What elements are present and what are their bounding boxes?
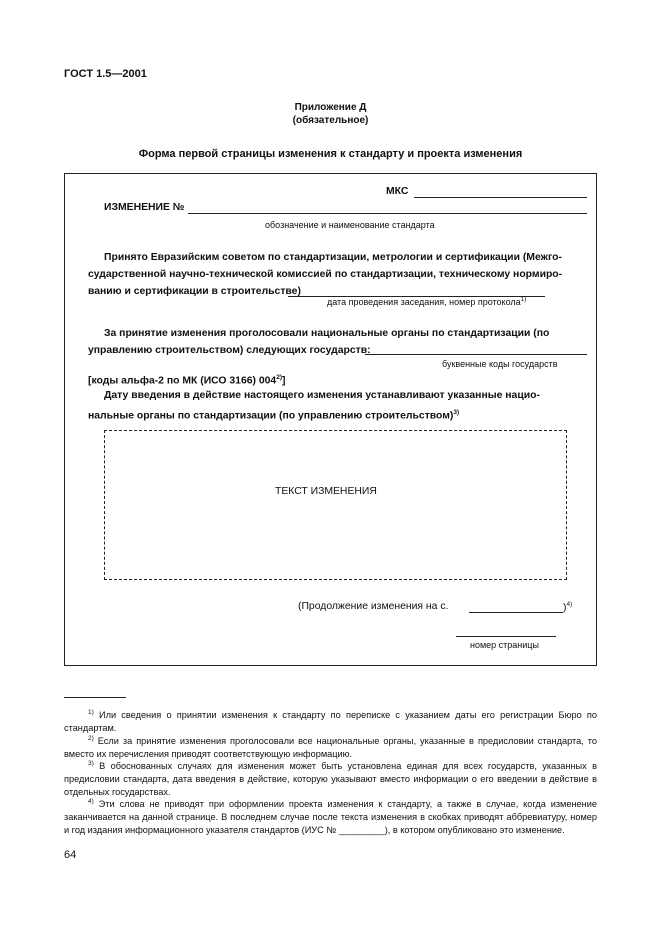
voted-line-2: управлению строительством) следующих государств: <box>88 345 371 356</box>
mks-field <box>414 197 587 198</box>
intro-line-2: нальные органы по стандартизации (по управлению строительством) <box>88 410 454 422</box>
footnote-2: $^{2)}$ Если за принятие изменения проголосовали все национальные органы, указанные в предисловии стандарта, то вместо их перечисления приводят соответствующую информацию. <box>64 735 597 760</box>
footnote-separator <box>64 697 126 698</box>
mks-label: МКС <box>386 186 409 197</box>
adopted-caption: дата проведения заседания, номер протокола$^{1)}$ <box>327 296 527 307</box>
continuation-label: (Продолжение изменения на с. <box>298 601 449 612</box>
adopted-paragraph <box>88 249 588 300</box>
change-field <box>188 213 587 214</box>
voted-caption: буквенные коды государств <box>442 359 558 369</box>
footnote-3: $^{3)}$ В обоснованных случаях для изменения может быть установлена единая для всех государств, указанных в предисловии стандарта, дата введения в действие, которую указывают вместо информации о его введении в действие в отдельных государствах. <box>64 760 597 798</box>
form-title: Форма первой страницы изменения к стандарту и проекта изменения <box>138 148 523 160</box>
footnote-4: $^{4)}$ Эти слова не приводят при оформлении проекта изменения к стандарту, а также в случае, когда изменение заканчивается на данной странице. В последнем случае после текста изменения в скобках приводят аббревиатуру, номер и год издания информационного указателя стандартов (ИУС № _________), в котором опубликовано это изменение. <box>64 798 597 836</box>
voted-field <box>365 354 587 355</box>
footnote-1: $^{1)}$ Или сведения о принятии изменения к стандарту по переписке с указанием даты его регистрации Бюро по стандартам. <box>64 709 597 734</box>
alpha-codes: [коды альфа-2 по МК (ИСО 3166) 004$^{2)}$] <box>88 374 286 387</box>
appendix-title: Приложение Д <box>294 102 367 113</box>
change-text-box <box>104 430 567 580</box>
intro-paragraph: Дату введения в действие настоящего изменения устанавливают указанные нацио- нальные органы по стандартизации (по управлению строительством)$^{3)}$ <box>88 387 588 424</box>
change-text-label: ТЕКСТ ИЗМЕНЕНИЯ <box>275 486 377 497</box>
intro-line-1: Дату введения в действие настоящего изменения устанавливают указанные нацио- <box>104 390 540 401</box>
continuation-end: )$^{4)}$ <box>563 601 573 614</box>
page-number-field <box>456 636 556 637</box>
change-caption: обозначение и наименование стандарта <box>265 220 435 230</box>
adopted-line-1: Принято Евразийским советом по стандартизации, метрологии и сертификации (Межго- <box>104 252 562 263</box>
voted-line-1: За принятие изменения проголосовали национальные органы по стандартизации (по <box>104 328 550 339</box>
adopted-line-2: сударственной научно-технической комиссией по стандартизации, техническому нормиро- <box>88 269 563 280</box>
page-number: 64 <box>64 849 77 861</box>
adopted-line-3: ванию и сертификации в строительстве) <box>88 286 301 297</box>
continuation-field <box>469 612 563 613</box>
page-number-caption: номер страницы <box>470 640 539 650</box>
standard-header: ГОСТ 1.5—2001 <box>64 68 147 80</box>
change-label: ИЗМЕНЕНИЕ № <box>104 202 185 213</box>
appendix-status: (обязательное) <box>292 115 369 126</box>
